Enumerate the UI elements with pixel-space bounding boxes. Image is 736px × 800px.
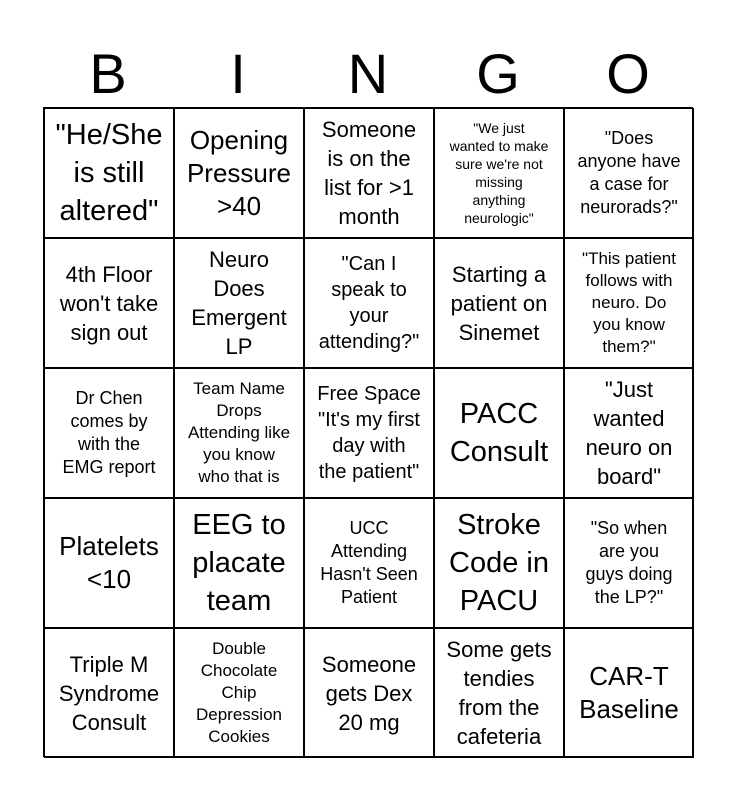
header-letter-g: G: [476, 42, 520, 105]
bingo-cell-text: Dr Chen comes by with the EMG report: [62, 388, 156, 477]
bingo-cell[interactable]: [564, 238, 694, 368]
bingo-header: [43, 40, 693, 108]
bingo-cell-text: Platelets <10: [59, 531, 159, 594]
bingo-cell-text: Team Name Drops Attending like you know who that is: [187, 379, 291, 486]
bingo-cell-text: Opening Pressure >40: [186, 124, 292, 221]
bingo-cell[interactable]: [304, 628, 434, 758]
bingo-cell[interactable]: [44, 368, 174, 498]
header-letter-i: I: [230, 42, 246, 105]
bingo-cell[interactable]: [304, 498, 434, 628]
bingo-cell-text: Stroke Code in PACU: [449, 509, 549, 617]
bingo-cell[interactable]: [434, 238, 564, 368]
bingo-cell[interactable]: [564, 628, 694, 758]
bingo-cell-text: "So when are you guys doing the LP?": [585, 518, 673, 607]
bingo-cell-text: "Can I speak to your attending?": [318, 253, 420, 353]
bingo-cell-text: Triple M Syndrome Consult: [58, 651, 160, 735]
bingo-cell[interactable]: [434, 498, 564, 628]
bingo-cell[interactable]: [44, 628, 174, 758]
bingo-cell[interactable]: [44, 498, 174, 628]
header-letter-b: B: [89, 42, 127, 105]
bingo-cell[interactable]: [174, 108, 304, 238]
bingo-cell[interactable]: [174, 238, 304, 368]
bingo-cell[interactable]: [44, 108, 174, 238]
bingo-cell-text: Someone is on the list for >1 month: [321, 117, 417, 229]
bingo-cell-text: UCC Attending Hasn't Seen Patient: [320, 518, 418, 607]
bingo-cell[interactable]: [564, 368, 694, 498]
bingo-cell-text: "This patient follows with neuro. Do you know them?": [582, 249, 676, 356]
bingo-cell-text: CAR-T Baseline: [579, 661, 679, 724]
bingo-cell-text: Some gets tendies from the cafeteria: [446, 637, 552, 749]
header-letter-o: O: [606, 42, 650, 105]
bingo-cell[interactable]: [434, 628, 564, 758]
bingo-cell-text: "We just wanted to make sure we're not missing anything neurologic": [449, 120, 549, 226]
bingo-cell[interactable]: [564, 498, 694, 628]
bingo-cell[interactable]: [434, 108, 564, 238]
header-letter-n: N: [347, 42, 389, 105]
bingo-cell-text: Someone gets Dex 20 mg: [321, 651, 417, 735]
bingo-cell-text: Neuro Does Emergent LP: [191, 247, 287, 359]
bingo-cell-text: Free Space "It's my first day with the patient": [317, 383, 421, 483]
bingo-cell-text: Double Chocolate Chip Depression Cookies: [196, 639, 282, 746]
bingo-cell[interactable]: [434, 368, 564, 498]
bingo-cell-text: Starting a patient on Sinemet: [450, 261, 548, 345]
bingo-cell[interactable]: [44, 238, 174, 368]
bingo-cell[interactable]: [304, 368, 434, 498]
bingo-cell[interactable]: [304, 108, 434, 238]
bingo-cell[interactable]: [564, 108, 694, 238]
bingo-cell-text: "Just wanted neuro on board": [585, 377, 673, 489]
bingo-cell-text: "He/She is still altered": [55, 119, 163, 227]
bingo-cell-text: PACC Consult: [449, 398, 549, 468]
bingo-cell[interactable]: [174, 368, 304, 498]
bingo-cell-text: 4th Floor won't take sign out: [59, 261, 159, 345]
bingo-cell-text: "Does anyone have a case for neurorads?": [577, 128, 681, 217]
bingo-cell-text: EEG to placate team: [192, 509, 286, 617]
bingo-cell[interactable]: [304, 238, 434, 368]
bingo-grid: [43, 107, 693, 757]
bingo-cell[interactable]: [174, 498, 304, 628]
bingo-cell[interactable]: [174, 628, 304, 758]
